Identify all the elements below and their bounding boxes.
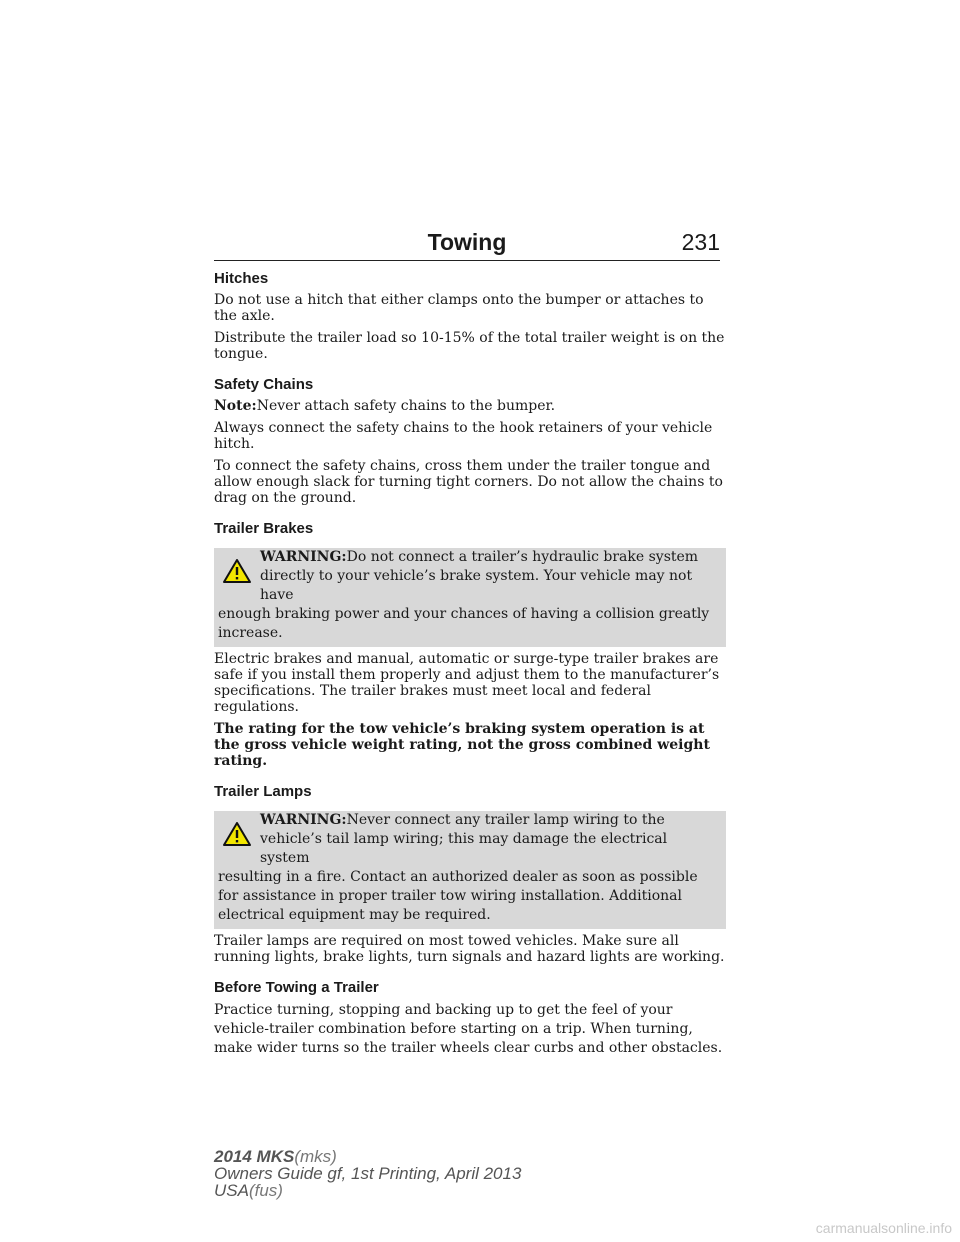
heading-trailer-brakes: Trailer Brakes — [214, 520, 314, 537]
warning-text-rest: resulting in a fire. Contact an authorized dealer as soon as possible for assistance in proper trailer tow wiring installation. Additional electrical equipment may be required. — [218, 869, 698, 923]
warning-line-1: WARNING:Never connect any trailer lamp wiring to the — [260, 812, 665, 828]
heading-before-towing: Before Towing a Trailer — [214, 979, 379, 996]
trailer-lamps-paragraph-1: Trailer lamps are required on most towed vehicles. Make sure all running lights, brake lights, turn signals and hazard lights are working. — [214, 933, 725, 965]
heading-trailer-lamps: Trailer Lamps — [214, 783, 312, 800]
warning-line-2: vehicle’s tail lamp wiring; this may damage the electrical system — [260, 831, 668, 866]
warning-line-2: directly to your vehicle’s brake system. Your vehicle may not have — [260, 568, 693, 603]
page-content — [214, 270, 726, 1064]
warning-label: WARNING: — [260, 812, 347, 828]
page-title: Towing — [427, 229, 507, 255]
warning-triangle-icon — [222, 558, 252, 584]
safety-chains-paragraph-1: Always connect the safety chains to the hook retainers of your vehicle hitch. — [214, 420, 713, 452]
footer-line-1: 2014 MKS(mks) — [214, 1147, 337, 1166]
hitches-paragraph-1: Do not use a hitch that either clamps onto the bumper or attaches to the axle. — [214, 292, 704, 324]
warning-triangle-icon — [222, 821, 252, 847]
warning-line-1: WARNING:Do not connect a trailer’s hydraulic brake system — [260, 549, 699, 565]
page-number: 231 — [681, 229, 720, 255]
note-text: Never attach safety chains to the bumper. — [256, 398, 556, 414]
trailer-brakes-rating-note: The rating for the tow vehicle’s braking system operation is at the gross vehicle weight rating, not the gross combined weight rating. — [214, 721, 710, 769]
safety-chains-paragraph-2: To connect the safety chains, cross them under the trailer tongue and allow enough slack for turning tight corners. Do not allow the chains to drag on the ground. — [214, 458, 723, 506]
footer-line-2: Owners Guide gf, 1st Printing, April 2013 — [214, 1164, 522, 1183]
before-towing-paragraph-1: Practice turning, stopping and backing up to get the feel of your vehicle-trailer combination before starting on a trip. When turning, make wider turns so the trailer wheels clear curbs and other obstacles. — [214, 1002, 723, 1056]
page-header — [214, 228, 720, 261]
heading-hitches: Hitches — [214, 270, 269, 287]
warning-text-rest: enough braking power and your chances of having a collision greatly increase. — [218, 606, 710, 641]
hitches-paragraph-2: Distribute the trailer load so 10-15% of the total trailer weight is on the tongue. — [214, 330, 725, 362]
footer-line-3: USA(fus) — [214, 1181, 283, 1200]
warning-label: WARNING: — [260, 549, 347, 565]
document-footer — [214, 1148, 521, 1199]
warning-box-lamps — [214, 811, 726, 929]
heading-safety-chains: Safety Chains — [214, 376, 314, 393]
trailer-brakes-paragraph-1: Electric brakes and manual, automatic or surge-type trailer brakes are safe if you install them properly and adjust them to the manufacturer’s specifications. The trailer brakes must meet local and federal regulations. — [214, 651, 720, 715]
warning-box-brakes — [214, 548, 726, 647]
note-label: Note: — [214, 398, 257, 414]
watermark: carmanualsonline.info — [815, 1220, 952, 1236]
safety-chains-note — [214, 398, 726, 414]
